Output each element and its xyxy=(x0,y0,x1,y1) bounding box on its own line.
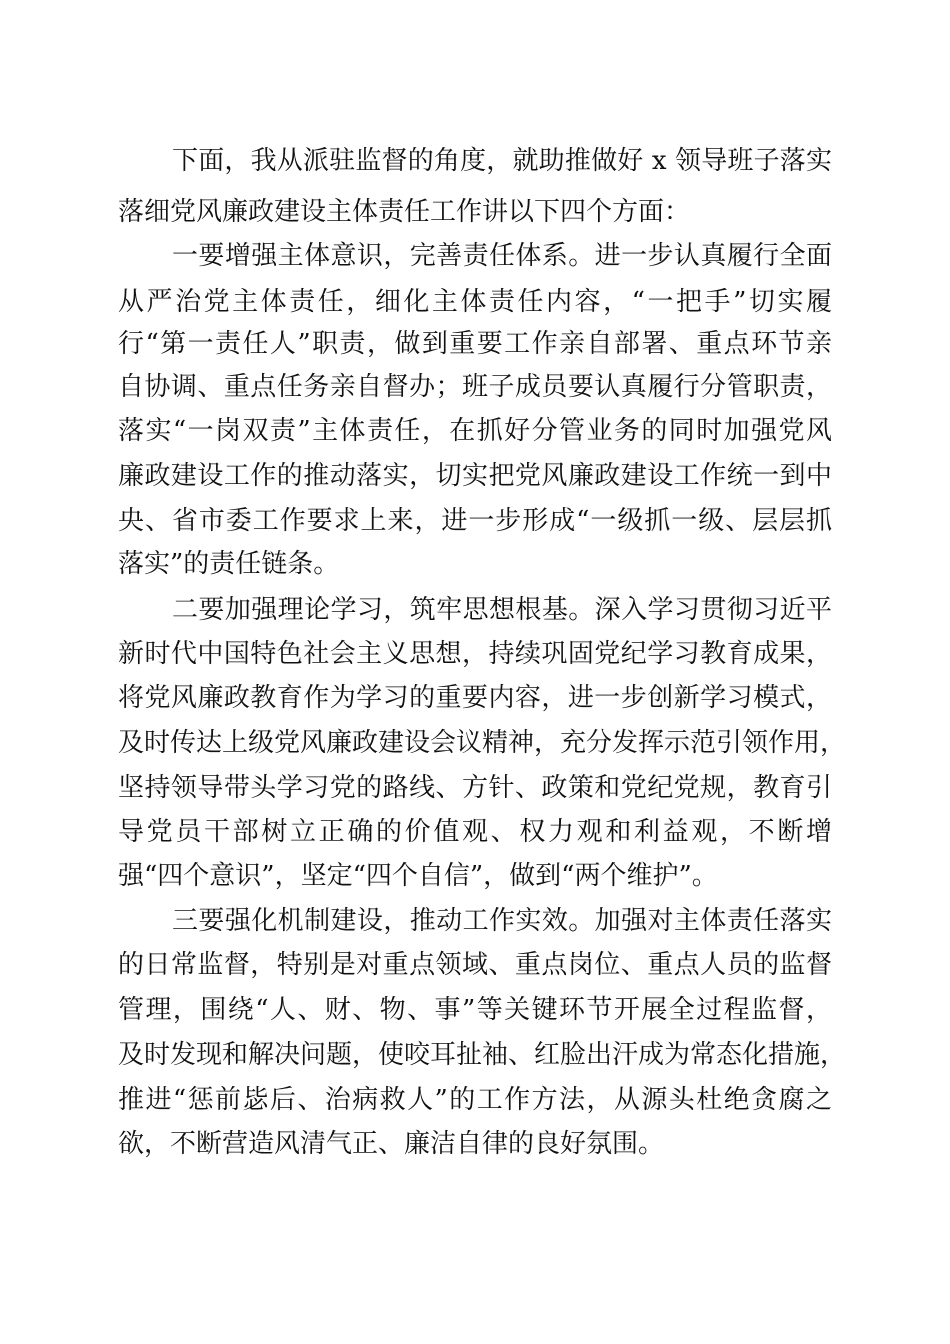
point-2-line-2: 新时代中国特色社会主义思想，持续巩固党纪学习教育成果， xyxy=(118,639,832,669)
point-2-line-1: 二要加强理论学习，筑牢思想根基。深入学习贯彻习近平 xyxy=(172,595,832,625)
point-3-line-1: 三要强化机制建设，推动工作实效。加强对主体责任落实 xyxy=(172,906,832,936)
point-1-line-4: 自协调、重点任务亲自督办；班子成员要认真履行分管职责， xyxy=(118,372,832,402)
point-1-line-5: 落实“一岗双责”主体责任，在抓好分管业务的同时加强党风 xyxy=(118,416,832,446)
point-3-line-6: 欲，不断营造风清气正、廉洁自律的良好氛围。 xyxy=(118,1129,665,1159)
point-3-line-5: 推进“惩前毖后、治病救人”的工作方法，从源头杜绝贪腐之 xyxy=(118,1085,832,1115)
point-3-line-2: 的日常监督，特别是对重点领域、重点岗位、重点人员的监督 xyxy=(118,950,832,980)
point-3-line-4: 及时发现和解决问题，使咬耳扯袖、红脸出汗成为常态化措施， xyxy=(118,1040,847,1070)
point-1-line-3: 行“第一责任人”职责，做到重要工作亲自部署、重点环节亲 xyxy=(118,329,832,359)
point-1-line-8: 落实”的责任链条。 xyxy=(118,549,340,579)
point-2-line-6: 导党员干部树立正确的价值观、权力观和利益观，不断增 xyxy=(118,817,832,847)
intro-line-2: 落细党风廉政建设主体责任工作讲以下四个方面： xyxy=(118,197,691,227)
point-2-line-5: 坚持领导带头学习党的路线、方针、政策和党纪党规，教育引 xyxy=(118,773,832,803)
point-2-line-3: 将党风廉政教育作为学习的重要内容，进一步创新学习模式， xyxy=(118,683,832,713)
point-1-line-2: 从严治党主体责任，细化主体责任内容，“一把手”切实履 xyxy=(118,287,832,317)
point-2-line-7: 强“四个意识”，坚定“四个自信”，做到“两个维护”。 xyxy=(118,861,718,891)
point-1-line-6: 廉政建设工作的推动落实，切实把党风廉政建设工作统一到中 xyxy=(118,461,832,491)
point-1-line-7: 央、省市委工作要求上来，进一步形成“一级抓一级、层层抓 xyxy=(118,506,832,536)
point-1-line-1: 一要增强主体意识，完善责任体系。进一步认真履行全面 xyxy=(172,241,832,271)
intro-line-1: 下面，我从派驻监督的角度，就助推做好 x 领导班子落实 xyxy=(172,146,832,176)
point-3-line-3: 管理，围绕“人、财、物、事”等关键环节开展全过程监督， xyxy=(118,995,832,1025)
point-2-line-4: 及时传达上级党风廉政建设会议精神，充分发挥示范引领作用， xyxy=(118,728,847,758)
